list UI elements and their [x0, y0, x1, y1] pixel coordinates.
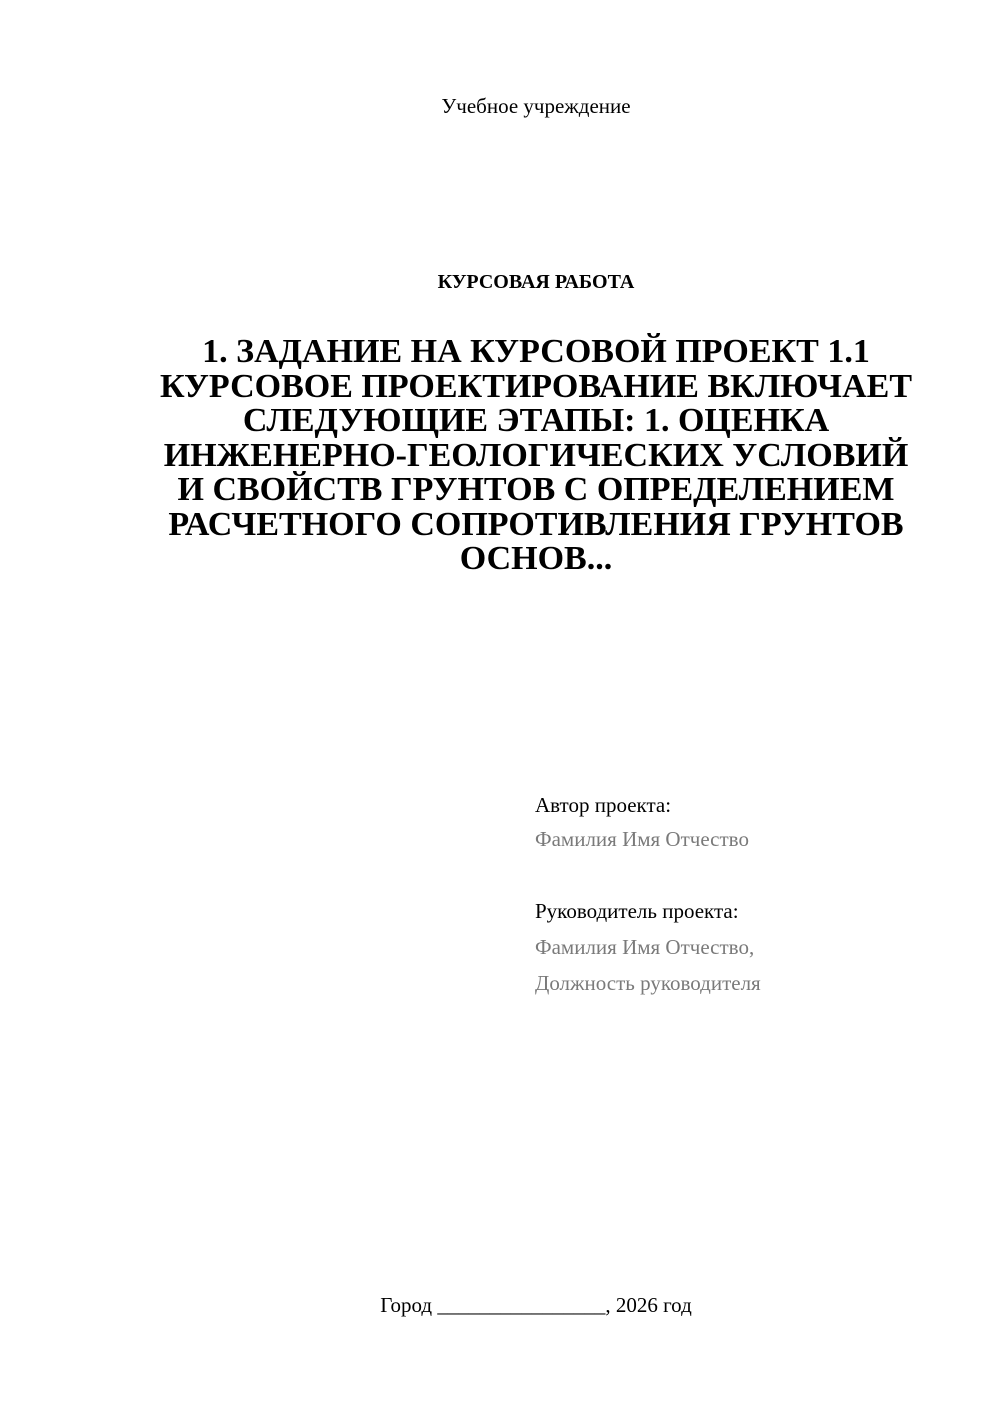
- work-title: 1. ЗАДАНИЕ НА КУРСОВОЙ ПРОЕКТ 1.1 КУРСОВОЕ ПРОЕКТИРОВАНИЕ ВКЛЮЧАЕТ СЛЕДУЮЩИЕ ЭТАПЫ: 1. ОЦЕНКА ИНЖЕНЕРНО-ГЕОЛОГИЧЕСКИХ УСЛОВИЙ И СВОЙСТВ ГРУНТОВ С ОПРЕДЕЛЕНИЕМ РАСЧЕТНОГО СОПРОТИВЛЕНИЯ ГРУНТОВ ОСНОВ...: [159, 333, 913, 577]
- supervisor-position: Должность руководителя: [535, 971, 761, 995]
- supervisor-label: Руководитель проекта:: [535, 899, 739, 923]
- city-year-footer: Город ________________, 2026 год: [380, 1293, 692, 1317]
- author-name: Фамилия Имя Отчество: [535, 827, 749, 851]
- institution-name: Учебное учреждение: [441, 94, 631, 118]
- work-type-heading: КУРСОВАЯ РАБОТА: [437, 271, 635, 293]
- supervisor-name: Фамилия Имя Отчество,: [535, 935, 755, 959]
- author-block: [535, 788, 975, 856]
- supervisor-block: [535, 893, 975, 1001]
- author-label: Автор проекта:: [535, 793, 672, 817]
